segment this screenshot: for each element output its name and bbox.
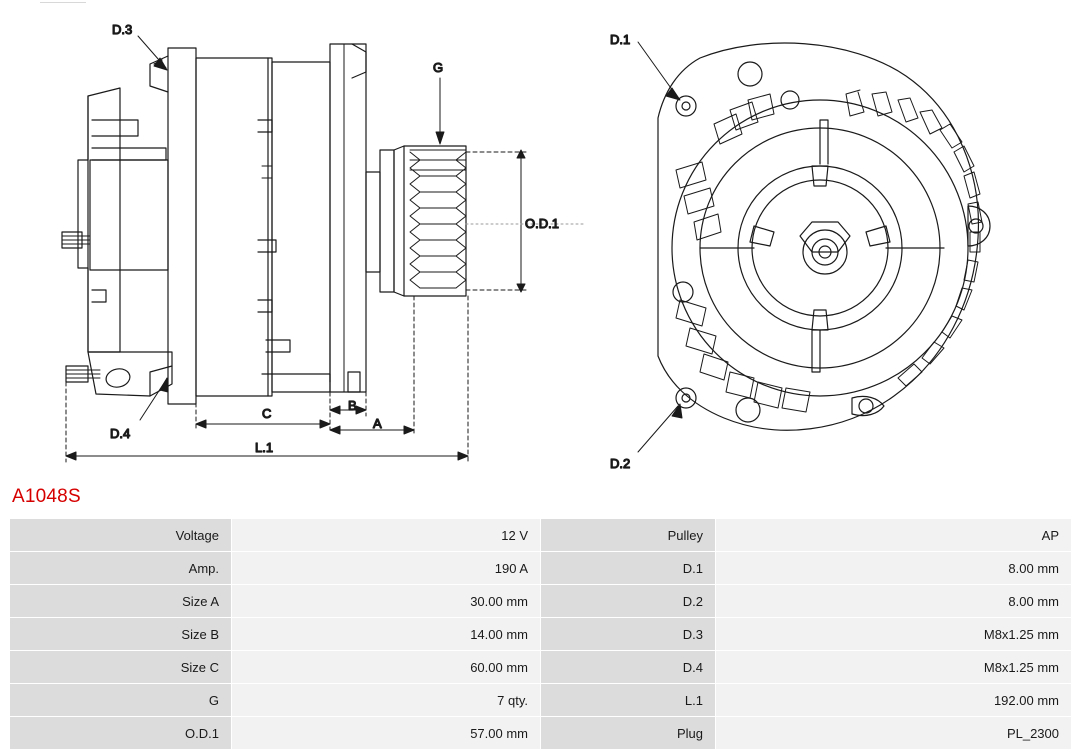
label-c: C [262, 406, 272, 421]
spec-key: G [10, 684, 232, 717]
spec-value: M8x1.25 mm [716, 618, 1072, 651]
table-row [10, 585, 1072, 618]
spec-value: AP [716, 519, 1072, 552]
label-d3: D.3 [112, 22, 133, 37]
label-a: A [373, 416, 382, 431]
spec-value: 7 qty. [232, 684, 541, 717]
spec-value: 57.00 mm [232, 717, 541, 750]
spec-value: PL_2300 [716, 717, 1072, 750]
spec-value: 30.00 mm [232, 585, 541, 618]
spec-value: 12 V [232, 519, 541, 552]
side-view-group [62, 44, 466, 404]
table-row [10, 684, 1072, 717]
spec-key: Size A [10, 585, 232, 618]
specification-table [9, 518, 1072, 750]
front-view-group [658, 43, 990, 430]
spec-value: 14.00 mm [232, 618, 541, 651]
label-d2: D.2 [610, 456, 631, 471]
spec-key: D.3 [541, 618, 716, 651]
spec-table-body [10, 519, 1072, 750]
spec-key: Size C [10, 651, 232, 684]
table-row [10, 618, 1072, 651]
spec-value: M8x1.25 mm [716, 651, 1072, 684]
spec-value: 190 A [232, 552, 541, 585]
spec-key: D.4 [541, 651, 716, 684]
label-g: G [433, 60, 444, 75]
spec-value: 60.00 mm [232, 651, 541, 684]
spec-key: Voltage [10, 519, 232, 552]
label-b: B [348, 398, 357, 413]
table-row [10, 552, 1072, 585]
spec-value: 192.00 mm [716, 684, 1072, 717]
spec-key: D.1 [541, 552, 716, 585]
table-row [10, 651, 1072, 684]
spec-key: O.D.1 [10, 717, 232, 750]
dimension-lines [66, 36, 584, 462]
label-od1: O.D.1 [525, 216, 559, 231]
table-row [10, 519, 1072, 552]
spec-key: Plug [541, 717, 716, 750]
label-l1: L.1 [255, 440, 274, 455]
spec-key: Size B [10, 618, 232, 651]
spec-key: D.2 [541, 585, 716, 618]
label-d1: D.1 [610, 32, 631, 47]
table-row [10, 717, 1072, 750]
spec-value: 8.00 mm [716, 552, 1072, 585]
label-d4: D.4 [110, 426, 131, 441]
spec-key: L.1 [541, 684, 716, 717]
spec-key: Pulley [541, 519, 716, 552]
spec-value: 8.00 mm [716, 585, 1072, 618]
part-number: A1048S [12, 486, 81, 507]
spec-key: Amp. [10, 552, 232, 585]
